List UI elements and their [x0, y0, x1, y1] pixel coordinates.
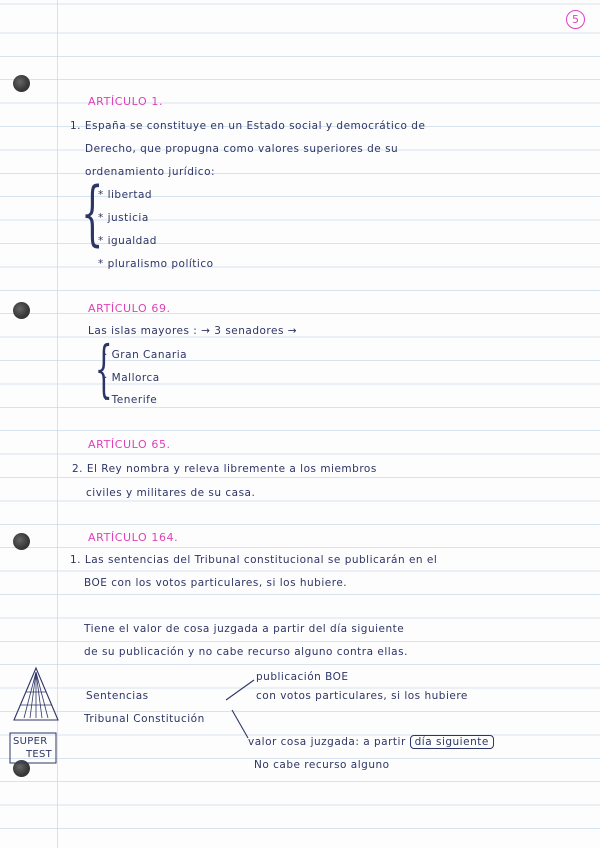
- article-heading: ARTÍCULO 65.: [88, 438, 171, 451]
- article-text-line: de su publicación y no cabe recurso alguno contra ellas.: [84, 646, 408, 658]
- value-item: * pluralismo político: [98, 258, 214, 270]
- summary-note: con votos particulares, si los hubiere: [256, 690, 468, 702]
- article-text-line: 2. El Rey nombra y releva libremente a los miembros: [72, 463, 377, 475]
- value-item: * igualdad: [98, 235, 157, 247]
- stamp-text: TEST: [26, 749, 53, 760]
- article-text-line: Derecho, que propugna como valores superiores de su: [85, 143, 399, 155]
- article-text-line: 1. España se constituye en un Estado social y democrático de: [70, 120, 426, 132]
- curly-brace: {: [94, 332, 113, 405]
- curly-brace: {: [81, 172, 104, 254]
- article-heading: ARTÍCULO 164.: [88, 531, 179, 544]
- page-number: 5: [566, 10, 585, 29]
- summary-note: publicación BOE: [256, 671, 349, 683]
- summary-label: Tribunal Constitución: [84, 713, 205, 725]
- value-item: * justicia: [98, 212, 149, 224]
- summary-label: Sentencias: [86, 690, 149, 702]
- article-text-line: civiles y militares de su casa.: [86, 487, 256, 499]
- triangle-drawing: [14, 668, 58, 720]
- boxed-note: día siguiente: [410, 735, 494, 749]
- article-text-line: ordenamiento jurídico:: [85, 166, 216, 178]
- island-item: · Mallorca: [104, 372, 160, 384]
- article-heading: ARTÍCULO 1.: [88, 95, 164, 108]
- summary-note-prefix: valor cosa juzgada: a partir: [248, 736, 406, 748]
- stamp-text: SUPER: [13, 736, 48, 747]
- article-heading: ARTÍCULO 69.: [88, 302, 171, 315]
- connector-line: [232, 710, 248, 738]
- island-item: · Tenerife: [104, 394, 158, 406]
- article-text-line: 1. Las sentencias del Tribunal constitucional se publicarán en el: [70, 554, 438, 566]
- connector-line: [226, 680, 254, 700]
- value-item: * libertad: [98, 189, 153, 201]
- island-item: · Gran Canaria: [104, 349, 188, 361]
- article-text-line: Tiene el valor de cosa juzgada a partir del día siguiente: [84, 623, 405, 635]
- article-text-line: Las islas mayores : → 3 senadores →: [88, 325, 298, 337]
- summary-note: No cabe recurso alguno: [254, 759, 390, 771]
- article-text-line: BOE con los votos particulares, si los hubiere.: [84, 577, 348, 589]
